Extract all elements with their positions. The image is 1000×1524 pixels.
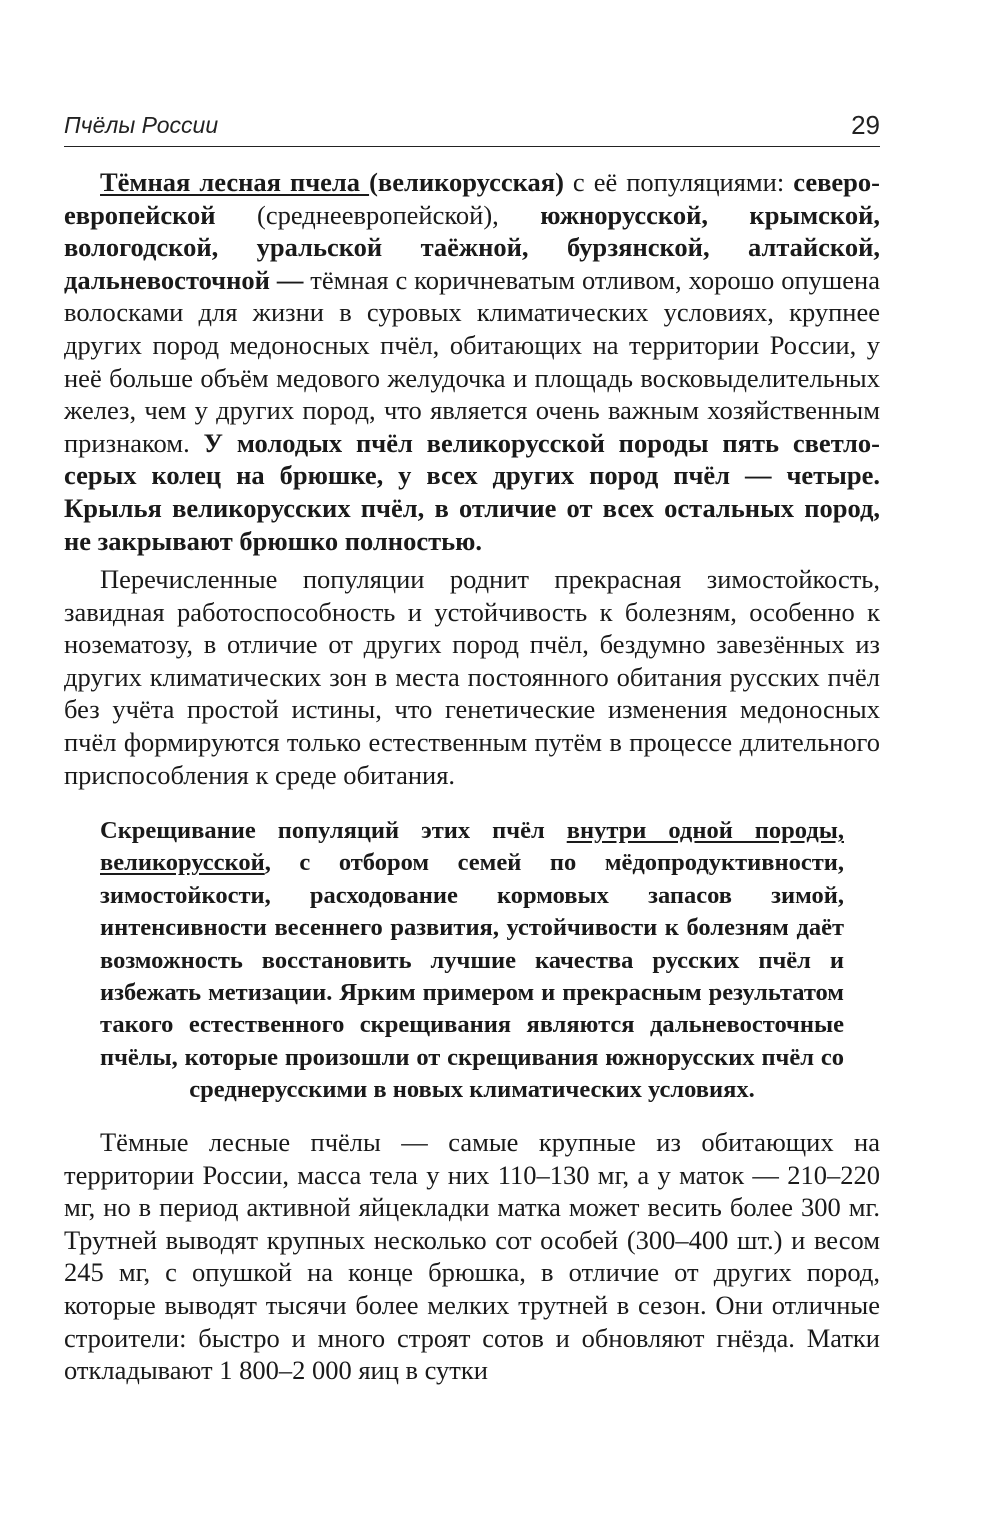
paragraph-populations: Перечисленные популяции роднит прекрасная зимостойкость, завидная работоспособность и устойчивость к болезням, особенно к нозематозу, в отличие от других пород пчёл, бездумно завезённых из других климатических зон в места постоянного обитания русских пчёл без учёта простой истины, что генетические изменения медоносных пчёл формируются только естественным путём в процессе длительного приспособления к среде обитания. <box>64 564 880 790</box>
running-title: Пчёлы России <box>64 112 219 138</box>
paragraph-dark-forest-bee <box>64 166 880 557</box>
term-dark-forest-bee: Тёмная лесная пчела <box>100 167 370 197</box>
term-great-russian: (великорусская) <box>369 167 564 197</box>
boxed-underlined-phrase: внутри одной породы, великорусской <box>100 817 844 877</box>
page-number: 29 <box>851 110 880 140</box>
page-header <box>64 112 880 147</box>
paragraph1-text-c: тёмная с коричневатым отливом, хорошо опушена волосками для жизни в суровых климатических условиях, крупнее других пород медоносных пчёл, обитающих на территории России, у неё больше объём медового желудочка и площадь восковыделительных желез, чем у других пород, что является очень важным хозяйственным признаком. <box>64 264 880 458</box>
populations-list-b: южнорусской, крымской, вологодской, уральской таёжной, бурзянской, алтайской, дальневосточной — <box>64 199 880 295</box>
paragraph1-text-b: (среднеевропейской), <box>215 199 541 230</box>
paragraph-body-mass: Тёмные лесные пчёлы — самые крупные из обитающих на территории России, масса тела у них 110–130 мг, а у маток — 210–220 мг, но в период активной яйцекладки матка может весить более 300 мг. Трутней выводят крупных несколько сот особей (300–400 шт.) и весом 245 мг, с опушкой на конце брюшка, в отличие от других пород, которые выводят тысячи более мелких трутней в сезон. Они отличные строители: быстро и много строят сотов и обновляют гнёзда. Матки откладывают 1 800–2 000 яиц в сутки <box>64 1127 880 1386</box>
highlighted-paragraph-crossbreeding <box>100 815 844 1107</box>
boxed-text-a: Скрещивание популяций этих пчёл <box>100 817 567 844</box>
populations-list-a: североевропейской <box>64 167 880 230</box>
paragraph1-text-a: с её популяциями: <box>563 167 794 197</box>
boxed-text-b: , с отбором семей по мёдопродуктивности, зимостойкости, расходование кормовых запасов зимой, интенсивности весеннего развития, устойчивости к болезням даёт возможность восстановить лучшие качества русских пчёл и избежать метизации. Ярким примером и прекрасным результатом такого естественного скрещивания являются дальневосточные пчёлы, которые произошли от скрещивания южнорусских пчёл со среднерусскими в новых климатических условиях. <box>100 849 844 1104</box>
emphasis-rings-wings: У молодых пчёл великорусской породы пять светло-серых колец на брюшке, у всех других пород пчёл — четыре. Крылья великорусских пчёл, в отличие от всех остальных пород, не закрывают брюшко полностью. <box>64 427 880 556</box>
